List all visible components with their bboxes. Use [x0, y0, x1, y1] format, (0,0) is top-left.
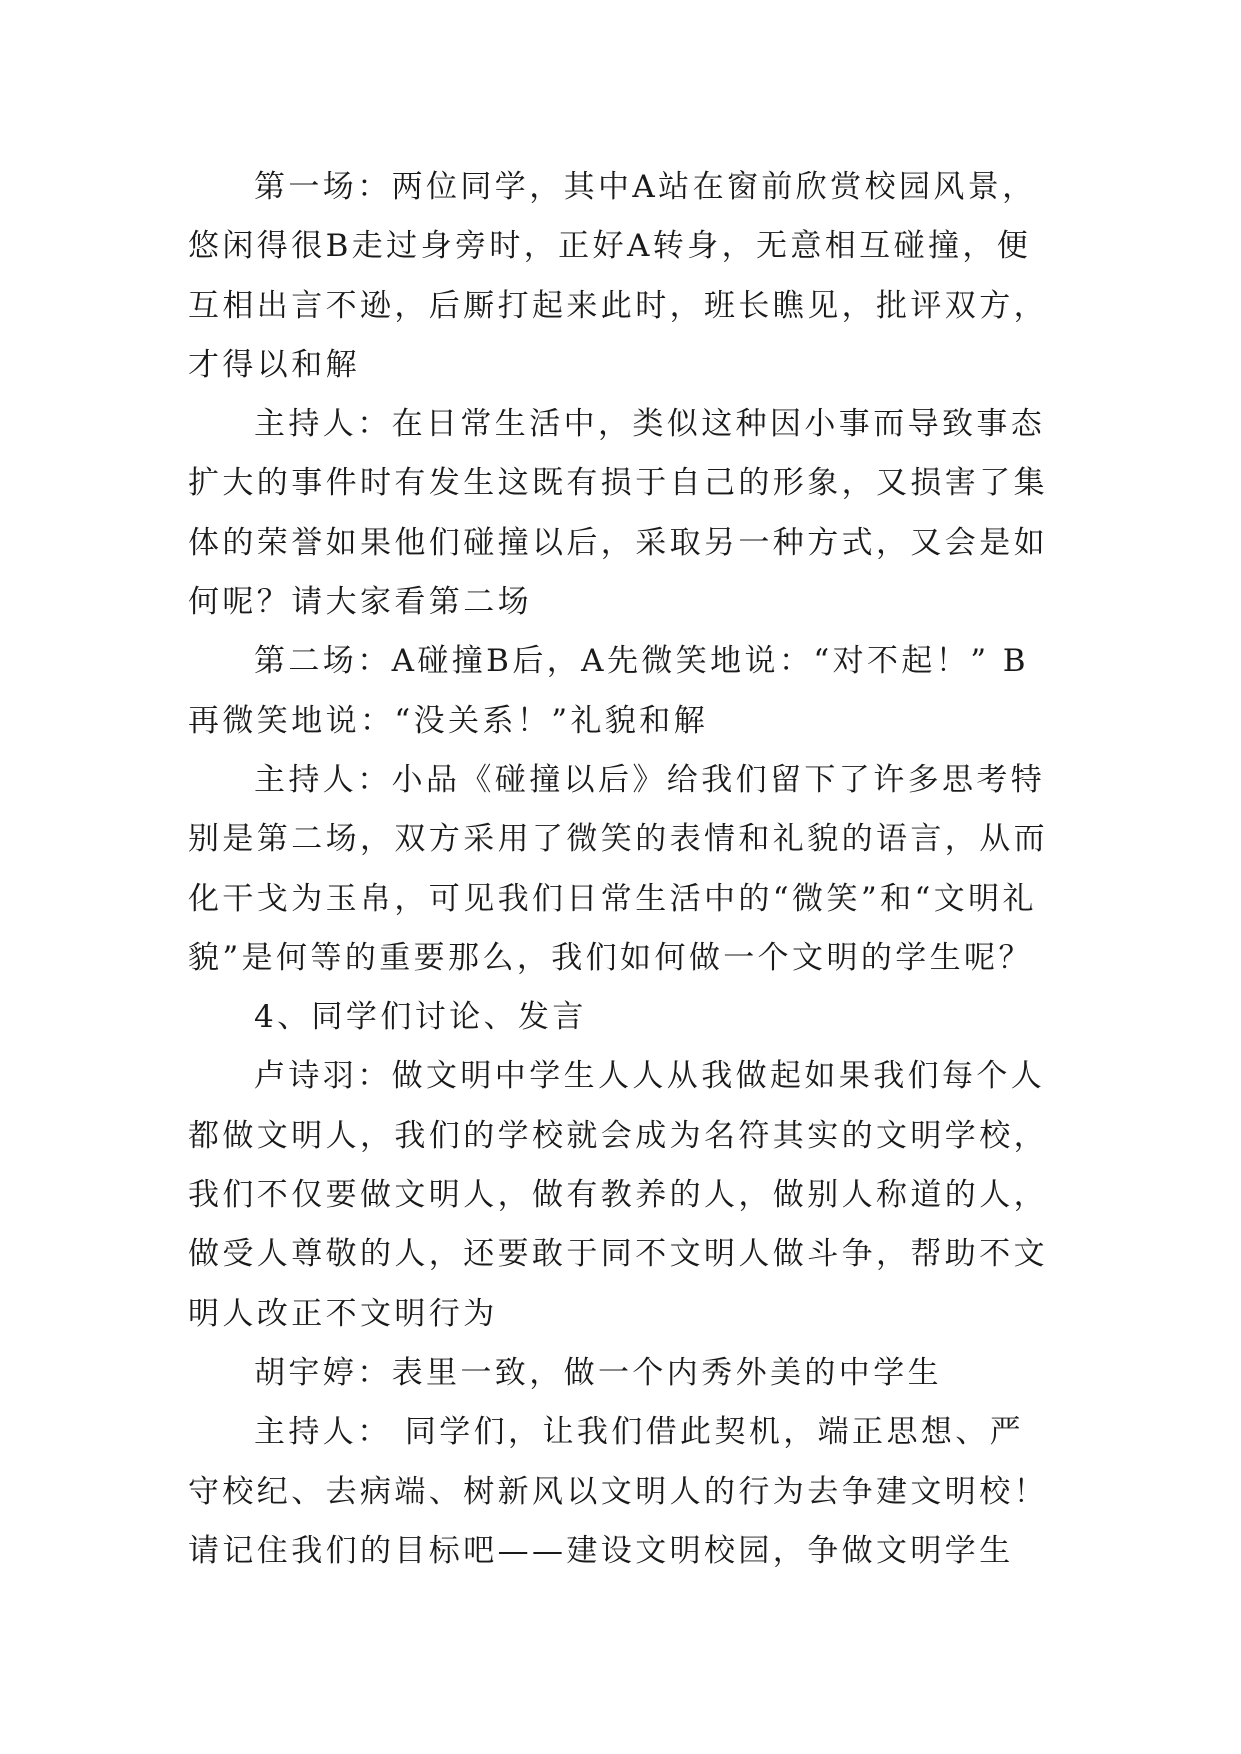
paragraph-discussion-heading: 4、同学们讨论、发言: [254, 999, 587, 1036]
paragraph-scene-two: 第二场：A碰撞B后，A先微笑地说：“对不起！” B再微笑地说：“没关系！”礼貌和解: [188, 643, 1029, 739]
paragraph-host-reflection: 主持人：小品《碰撞以后》给我们留下了许多思考特别是第二场，双方采用了微笑的表情和礼貌的语言，从而化干戈为玉帛，可见我们日常生活中的“微笑”和“文明礼貌”是何等的重要那么，我们如何做一个文明的学生呢？: [188, 761, 1048, 976]
document-body: [188, 158, 1048, 1581]
paragraph-lu-shiyu-speech: 卢诗羽：做文明中学生人人从我做起如果我们每个人都做文明人，我们的学校就会成为名符其实的文明学校，我们不仅要做文明人，做有教养的人，做别人称道的人，做受人尊敬的人，还要敢于同不文明人做斗争，帮助不文明人改正不文明行为: [188, 1058, 1048, 1332]
paragraph-host-closing: 主持人： 同学们，让我们借此契机，端正思想、严守校纪、去病端、树新风以文明人的行为去争建文明校！请记住我们的目标吧——建设文明校园，争做文明学生: [188, 1414, 1048, 1569]
paragraph-hu-yuting-speech: 胡宇婷：表里一致，做一个内秀外美的中学生: [254, 1354, 942, 1391]
paragraph-host-intro-scene-two: 主持人：在日常生活中，类似这种因小事而导致事态扩大的事件时有发生这既有损于自己的形象，又损害了集体的荣誉如果他们碰撞以后，采取另一种方式，又会是如何呢？请大家看第二场: [188, 406, 1048, 621]
paragraph-scene-one: 第一场：两位同学，其中A站在窗前欣赏校园风景，悠闲得很B走过身旁时，正好A转身，无意相互碰撞，便互相出言不逊，后厮打起来此时，班长瞧见，批评双方，才得以和解: [188, 169, 1048, 383]
